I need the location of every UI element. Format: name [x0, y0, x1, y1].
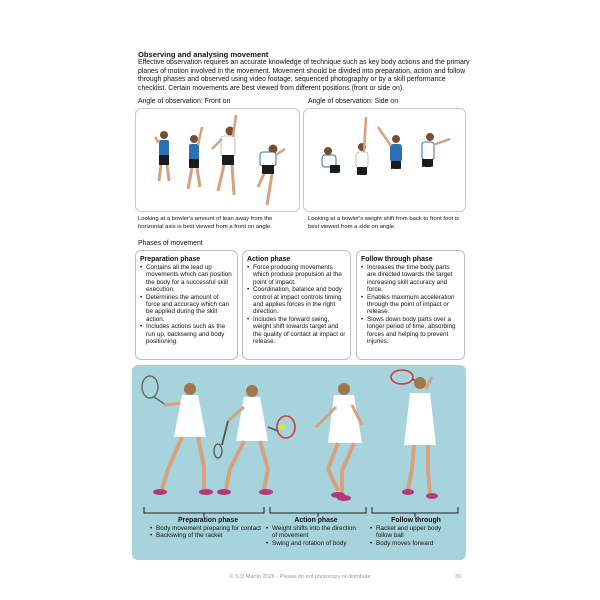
copyright-notice: © S D Martin 2026 - Please do not photocopy or distribute [229, 574, 371, 580]
caption-front-on: Looking at a bowler's amount of lean away from the horizontal axis is best viewed from a front on angle. [138, 216, 273, 230]
intro-paragraph: Effective observation requires an accurate knowledge of technique such as key body actions and the primary planes of motion involved in the movement. Movement should be divided into preparation, action and follow through phases and observed using video footage, sequenced photography or by a skill performance checklist. Certain movements are best viewed from different positions (front or side on). [138, 59, 470, 92]
list-item: • Swing and rotation of body [266, 540, 366, 547]
tennis-phase-title: Preparation phase [177, 517, 239, 524]
bowler-sequence-front [136, 109, 301, 213]
tennis-player-sequence [132, 365, 466, 513]
bowler-figure [378, 127, 406, 195]
phase-title: Action phase [247, 256, 291, 263]
tennis-player-figure [214, 385, 295, 495]
tennis-player-figure [142, 376, 213, 495]
list-item: • Backswing of the racket [150, 532, 266, 539]
phase-title: Follow through phase [361, 256, 433, 263]
bowler-sequence-side [304, 109, 467, 213]
list-item: • Slows down body parts over a longer period of time, absorbing forces and helping to prevent injuries. [361, 316, 460, 346]
list-item: • Contains all the lead up movements which can position the body for a successful skill execution. [140, 264, 233, 294]
photo-front-on [135, 108, 300, 212]
list-item: • Body movement preparing for contact [150, 525, 266, 532]
bowler-figure [155, 131, 169, 181]
list-item: • Weight shifts into the direction of movement [266, 525, 356, 540]
list-item: • Enables maximum acceleration through the point of impact or release. [361, 294, 460, 316]
phase-box-preparation [135, 250, 238, 360]
list-item: • Body moves forward [370, 540, 462, 547]
photo-side-on [303, 108, 466, 212]
bowler-figure [212, 115, 236, 195]
phase-box-follow-through [356, 250, 465, 360]
bowler-figure [322, 147, 350, 193]
phases-label: Phases of movement [138, 240, 203, 247]
bowler-figure [354, 117, 372, 199]
angle-label-side: Angle of observation: Side on [308, 98, 399, 105]
tennis-phase-title: Action phase [294, 517, 338, 524]
bowler-figure [258, 145, 285, 206]
list-item: • Coordination, balance and body control at impact controls timing and applies forces in the right direction. [247, 286, 346, 316]
list-item: • Determines the amount of force and accuracy which can be applied during the skill action. [140, 294, 233, 324]
section-heading: Observing and analysing movement [138, 50, 269, 59]
tennis-sequence-panel [132, 365, 466, 560]
page-number: 30 [455, 574, 462, 580]
list-item: • Includes actions such as the run up, backswing and body positioning. [140, 323, 233, 345]
tennis-phase-title: Follow through [391, 517, 441, 524]
list-item: • Racket and upper body follow ball [370, 525, 456, 540]
angle-label-front: Angle of observation: Front on [138, 98, 231, 105]
bowler-figure [416, 133, 450, 189]
phase-bracket-follow-through [370, 505, 460, 517]
phase-bracket-action [268, 505, 368, 517]
list-item: • Force producing movements which produce propulsion at the point of impact. [247, 264, 346, 286]
tennis-phase-action [266, 517, 366, 547]
tennis-phase-follow-through [370, 517, 462, 547]
tennis-phase-preparation [150, 517, 266, 540]
phase-box-action [242, 250, 351, 360]
phase-title: Preparation phase [140, 256, 201, 263]
tennis-player-figure [391, 370, 438, 499]
caption-side-on: Looking at a bowler's weight shift from back to front foot is best viewed from a side on angle. [308, 216, 460, 230]
bowler-figure [188, 127, 202, 189]
phase-bracket-preparation [142, 505, 266, 517]
tennis-player-figure [316, 383, 362, 501]
list-item: • Includes the forward swing, weight shift towards target and the quality of contact at impact or release. [247, 316, 346, 346]
list-item: • Increases the time body parts are directed towards the target increasing skill accuracy and force. [361, 264, 460, 294]
